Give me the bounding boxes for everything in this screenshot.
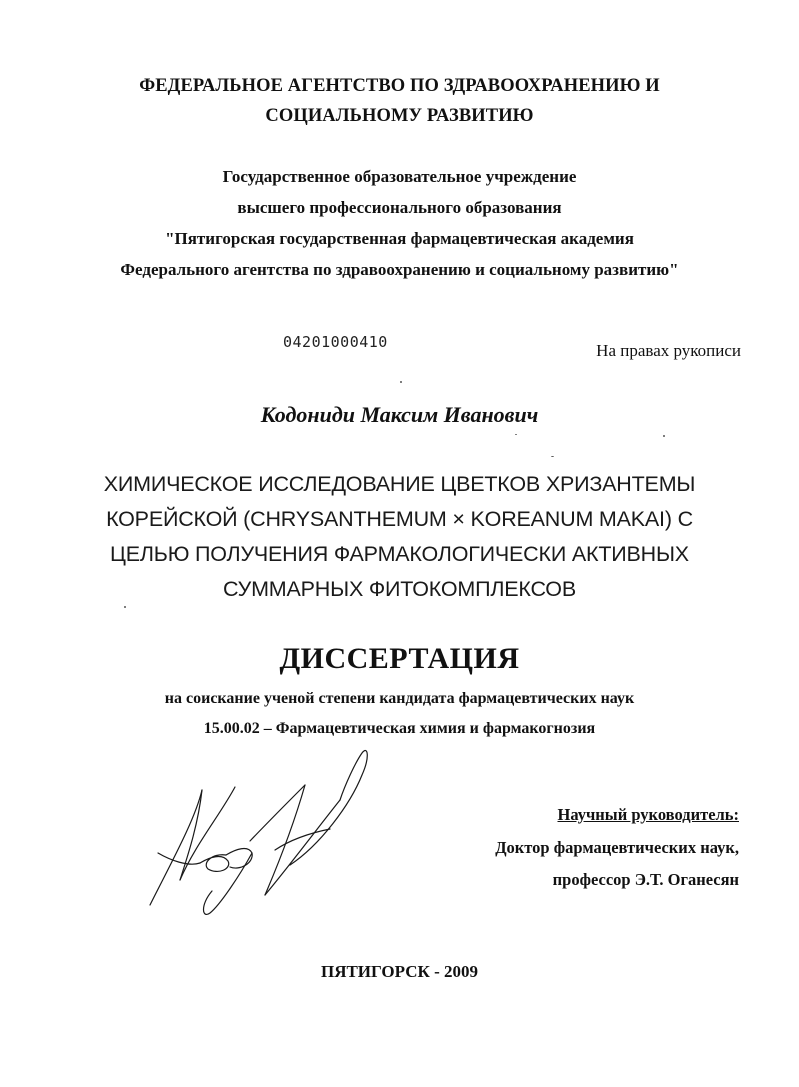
institution-line-1: Государственное образовательное учреждение [222, 167, 577, 186]
advisor-heading-text: Научный руководитель: [557, 805, 739, 824]
thesis-title-line: КОРЕЙСКОЙ (CHRYSANTHEMUM × KOREANUM MAKAI) С [106, 507, 693, 531]
scan-speck [400, 381, 402, 383]
thesis-title-line: СУММАРНЫХ ФИТОКОМПЛЕКСОВ [223, 577, 576, 601]
agency-line-2: СОЦИАЛЬНОМУ РАЗВИТИЮ [265, 106, 534, 126]
degree-line: на соискание ученой степени кандидата фармацевтических наук [164, 690, 635, 707]
author-name: Кодониди Максим Иванович [260, 402, 539, 427]
institution-line-3: "Пятигорская государственная фармацевтическая академия [165, 229, 634, 248]
institution-line-2: высшего профессионального образования [237, 198, 562, 217]
thesis-title-line: ЦЕЛЬЮ ПОЛУЧЕНИЯ ФАРМАКОЛОГИЧЕСКИ АКТИВНЫХ [110, 542, 689, 566]
institution-line-4: Федерального агентства по здравоохранению и социальному развитию" [120, 260, 679, 279]
advisor-heading [558, 805, 740, 825]
rights-note: На правах рукописи [596, 341, 741, 360]
document-type: ДИССЕРТАЦИЯ [279, 642, 520, 675]
scan-speck [124, 606, 126, 608]
advisor-name: профессор Э.Т. Оганесян [552, 870, 739, 889]
handwritten-signature-icon [140, 745, 380, 920]
specialty-line: 15.00.02 – Фармацевтическая химия и фармакогнозия [203, 720, 596, 737]
thesis-title-line: ХИМИЧЕСКОЕ ИССЛЕДОВАНИЕ ЦВЕТКОВ ХРИЗАНТЕМЫ [103, 472, 696, 496]
city-year: ПЯТИГОРСК - 2009 [320, 962, 479, 981]
scan-speck [663, 435, 665, 437]
agency-line-1: ФЕДЕРАЛЬНОЕ АГЕНТСТВО ПО ЗДРАВООХРАНЕНИЮ И [139, 76, 660, 96]
registration-code: 04201000410 [283, 333, 388, 351]
scan-speck [551, 456, 554, 457]
scan-speck [515, 434, 517, 435]
advisor-degree: Доктор фармацевтических наук, [495, 838, 739, 857]
